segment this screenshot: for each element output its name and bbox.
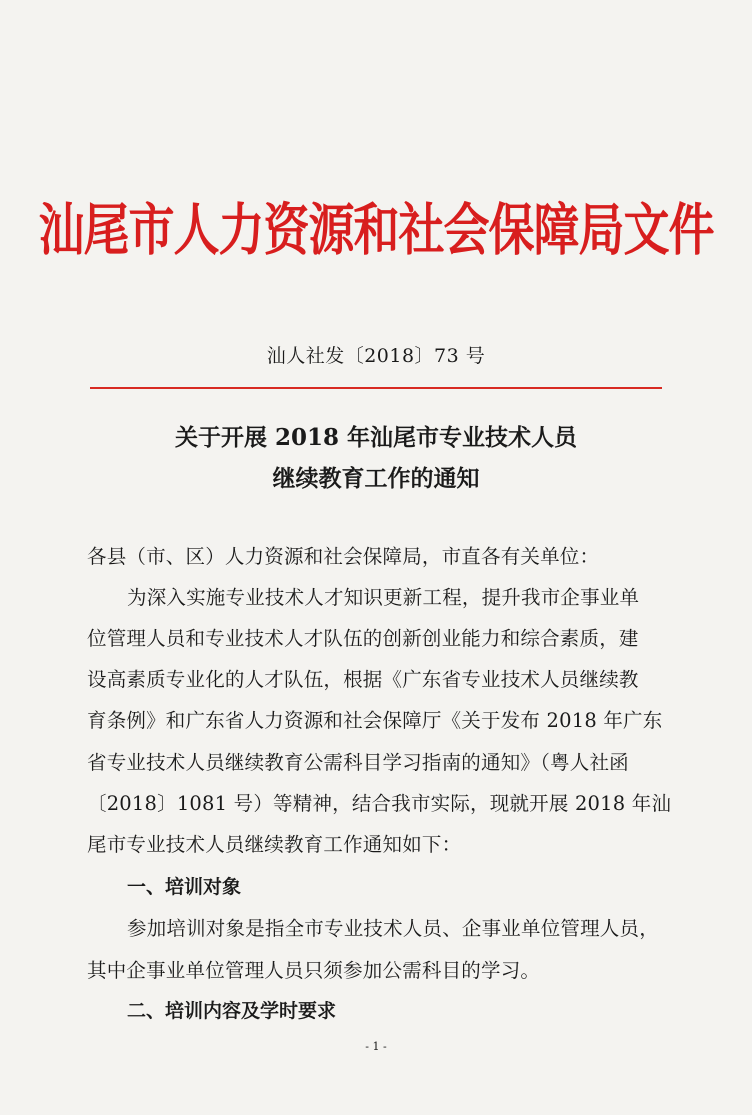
paragraph-1-line: 尾市专业技术人员继续教育工作通知如下： [87,833,462,856]
red-divider-line [90,387,662,389]
section-1-heading: 一、培训对象 [127,876,242,898]
paragraph-1-line: 位管理人员和专业技术人才队伍的创新创业能力和综合素质，建 [87,627,639,650]
paragraph-1-line: 为深入实施专业技术人才知识更新工程，提升我市企事业单 [127,586,640,609]
section-1-paragraph-line: 其中企事业单位管理人员只须参加公需科目的学习。 [87,959,541,982]
paragraph-1-line: 育条例》和广东省人力资源和社会保障厅《关于发布 2018 年广东 [87,709,663,732]
document-number: 汕人社发〔2018〕73 号 [266,345,486,367]
page-number: - 1 - [365,1040,387,1053]
paragraph-1-line: 〔2018〕1081 号）等精神，结合我市实际，现就开展 2018 年汕 [87,792,672,815]
paragraph-1-line: 省专业技术人员继续教育公需科目学习指南的通知》（粤人社函 [87,751,629,774]
paragraph-1-line: 设高素质专业化的人才队伍，根据《广东省专业技术人员继续教 [87,668,639,691]
section-1-paragraph-line: 参加培训对象是指全市专业技术人员、企事业单位管理人员， [127,917,659,940]
notice-title-line-1: 关于开展 2018 年汕尾市专业技术人员 [174,424,578,451]
salutation: 各县（市、区）人力资源和社会保障局，市直各有关单位： [87,545,600,568]
section-2-heading: 二、培训内容及学时要求 [127,1000,337,1022]
notice-title-line-2: 继续教育工作的通知 [272,465,480,492]
issuer-header-title: 汕尾市人力资源和社会保障局文件 [38,196,714,263]
